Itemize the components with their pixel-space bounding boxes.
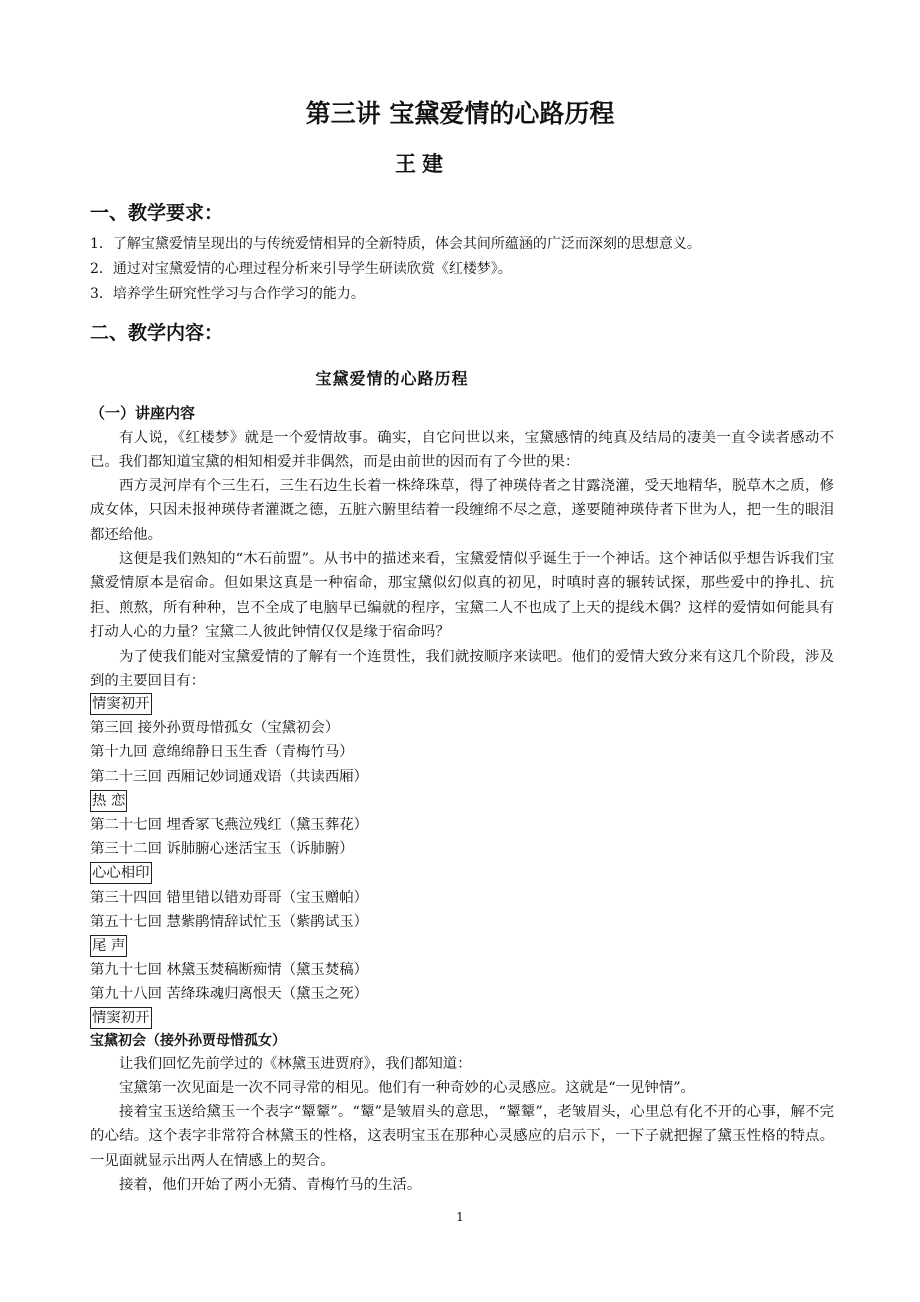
stage-label-box: 尾 声 — [90, 935, 127, 957]
first-meeting-heading: 宝黛初会（接外孙贾母惜孤女） — [90, 1033, 286, 1049]
body-paragraph: 有人说，《红楼梦》就是一个爱情故事。确实，自它问世以来，宝黛感情的纯真及结局的凄美一直令读者感动不已。我们都知道宝黛的相知相爱并非偶然，而是由前世的因而有了今世的果： — [90, 430, 834, 471]
chapter-entry: 第二十三回 西厢记妙词通戏语（共读西厢） — [90, 768, 368, 785]
section-heading-requirements: 一、教学要求： — [90, 202, 224, 224]
lecture-subtitle: 宝黛爱情的心路历程 — [315, 369, 469, 388]
stage-label-box: 情窦初开 — [90, 693, 152, 715]
section-heading-content: 二、教学内容： — [90, 322, 224, 344]
page-number: 1 — [456, 1210, 464, 1224]
document-title: 第三讲 宝黛爱情的心路历程 — [305, 99, 615, 128]
requirement-item: 2．通过对宝黛爱情的心理过程分析来引导学生研读欣赏《红楼梦》。 — [90, 261, 512, 277]
body-paragraph: 接着宝玉送给黛玉一个表字“颦颦”。“颦”是皱眉头的意思，“颦颦”，老皱眉头，心里总有化不开的心事，解不完的心结。这个表字非常符合林黛玉的性格，这表明宝玉在那种心灵感应的启示下，一下子就把握了黛玉性格的特点。一见面就显示出两人在情感上的契合。 — [90, 1104, 834, 1169]
body-paragraph: 让我们回忆先前学过的《林黛玉进贾府》，我们都知道： — [119, 1056, 472, 1072]
chapter-entry: 第九十八回 苦绛珠魂归离恨天（黛玉之死） — [90, 986, 368, 1003]
body-paragraph: 接着，他们开始了两小无猜、青梅竹马的生活。 — [119, 1177, 422, 1193]
stage-label-box: 热 恋 — [90, 790, 127, 812]
stage-label-box: 情窦初开 — [90, 1007, 152, 1029]
chapter-entry: 第五十七回 慧紫鹃情辞试忙玉（紫鹃试玉） — [90, 913, 368, 930]
chapter-entry: 第九十七回 林黛玉焚稿断痴情（黛玉焚稿） — [90, 962, 368, 979]
body-paragraph: 这便是我们熟知的“木石前盟”。从书中的描述来看，宝黛爱情似乎诞生于一个神话。这个神话似乎想告诉我们宝黛爱情原本是宿命。但如果这真是一种宿命，那宝黛似幻似真的初见，时嗔时喜的辗转试探，那些爱中的挣扎、抗拒、煎熬，所有种种，岂不全成了电脑早已编就的程序，宝黛二人不也成了上天的提线木偶？这样的爱情如何能具有打动人心的力量？宝黛二人彼此钟情仅仅是缘于宿命吗？ — [90, 551, 834, 641]
chapter-entry: 第三十四回 错里错以错劝哥哥（宝玉赠帕） — [90, 889, 368, 906]
chapter-entry: 第三十二回 诉肺腑心迷活宝玉（诉肺腑） — [90, 841, 354, 858]
requirement-item: 3．培养学生研究性学习与合作学习的能力。 — [90, 286, 365, 302]
body-paragraph: 西方灵河岸有个三生石，三生石边生长着一株绛珠草，得了神瑛侍者之甘露浇灌，受天地精华，脱草木之质，修成女体，只因未报神瑛侍者灌溉之德，五脏六腑里结着一段缠绵不尽之意，遂要随神瑛侍者下世为人，把一生的眼泪都还给他。 — [90, 478, 834, 543]
chapter-list — [90, 692, 590, 1031]
part-heading: （一）讲座内容 — [90, 404, 196, 422]
author-name: 王建 — [395, 152, 449, 176]
body-paragraph: 为了使我们能对宝黛爱情的了解有一个连贯性，我们就按顺序来读吧。他们的爱情大致分来有这几个阶段，涉及到的主要回目有： — [90, 649, 834, 690]
chapter-entry: 第二十七回 埋香冢飞燕泣残红（黛玉葬花） — [90, 816, 368, 833]
requirement-item: 1．了解宝黛爱情呈现出的与传统爱情相异的全新特质，体会其间所蕴涵的广泛而深刻的思想意义。 — [90, 236, 701, 252]
chapter-entry: 第十九回 意绵绵静日玉生香（青梅竹马） — [90, 744, 354, 761]
stage-label-box: 心心相印 — [90, 862, 152, 884]
chapter-entry: 第三回 接外孙贾母惜孤女（宝黛初会） — [90, 720, 340, 737]
body-paragraph: 宝黛第一次见面是一次不同寻常的相见。他们有一种奇妙的心灵感应。这就是“一见钟情”。 — [119, 1080, 695, 1096]
